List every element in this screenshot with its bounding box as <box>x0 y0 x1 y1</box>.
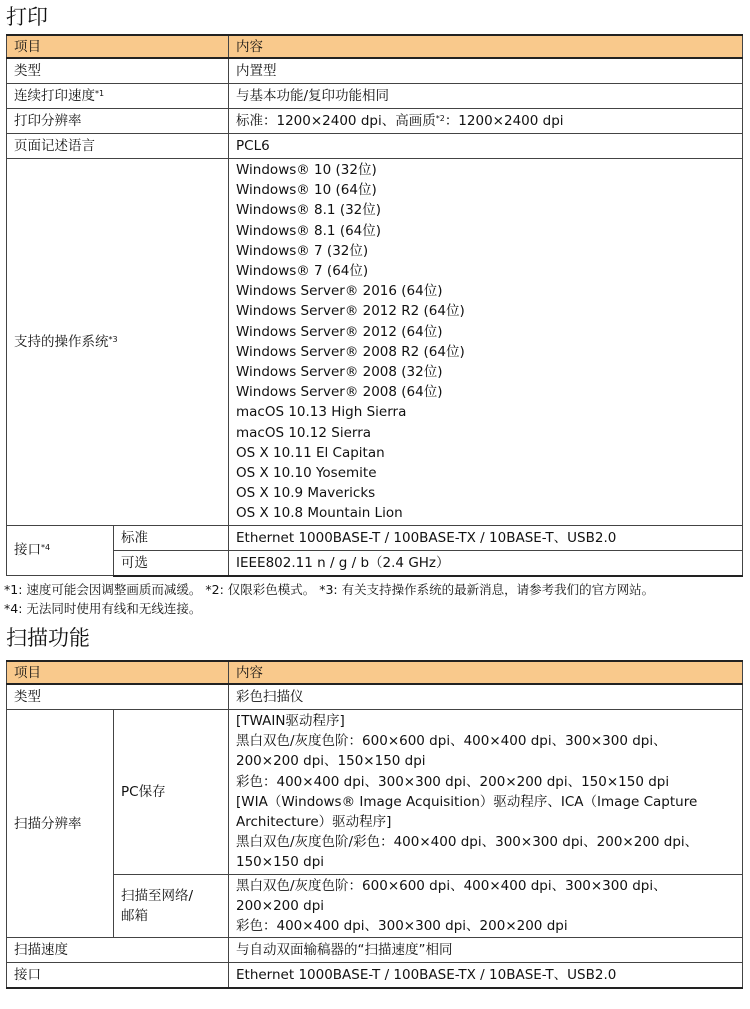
table-row <box>7 938 743 963</box>
pc-line: 150×150 dpi <box>236 854 325 871</box>
row-value-os <box>229 159 743 526</box>
pc-line: [WIA（Windows® Image Acquisition）驱动程序、ICA（Image Capture <box>236 793 698 810</box>
row-value-type: 内置型 <box>229 58 743 84</box>
row-label-speed: 扫描速度 <box>7 938 229 963</box>
os-item: Windows® 7 (32位) <box>236 242 369 259</box>
os-item: Windows Server® 2008 (64位) <box>236 384 443 401</box>
os-item: Windows Server® 2016 (64位) <box>236 283 443 300</box>
sub-label-optional: 可选 <box>114 550 229 576</box>
footnote-2: *4: 无法同时使用有线和无线连接。 <box>4 601 202 616</box>
table-row <box>7 159 743 526</box>
table-row <box>7 684 743 710</box>
os-item: Windows Server® 2012 (64位) <box>236 323 443 340</box>
net-line: 黑白双色/灰度色阶：600×600 dpi、400×400 dpi、300×300 dpi、 <box>236 877 667 894</box>
footnote-1: *1: 速度可能会因调整画质而减缓。 *2: 仅限彩色模式。 *3: 有关支持操作系统的最新消息，请参考我们的官方网站。 <box>4 582 655 597</box>
row-label-os: 支持的操作系统$^{*3}$ <box>7 159 229 526</box>
row-value-pdl: PCL6 <box>229 134 743 159</box>
table-row <box>7 874 743 938</box>
pc-line: 彩色：400×400 dpi、300×300 dpi、200×200 dpi、150×150 dpi <box>236 773 670 790</box>
row-value-pc <box>229 710 743 875</box>
os-item: macOS 10.13 High Sierra <box>236 404 407 421</box>
table-row <box>7 710 743 875</box>
pc-line: Architecture）驱动程序] <box>236 814 392 831</box>
row-value-type: 彩色扫描仪 <box>229 684 743 710</box>
row-label-interface: 接口$^{*4}$ <box>7 525 114 576</box>
header-content: 内容 <box>229 661 743 684</box>
pc-line: 黑白双色/灰度色阶：600×600 dpi、400×400 dpi、300×300 dpi、 <box>236 733 667 750</box>
header-item: 项目 <box>7 35 229 58</box>
table-row <box>7 84 743 109</box>
sub-label-network: 扫描至网络/ 邮箱 <box>114 874 229 938</box>
scan-spec-table <box>6 660 743 989</box>
row-value-interface: Ethernet 1000BASE-T / 100BASE-TX / 10BASE-T、USB2.0 <box>229 963 743 989</box>
os-item: OS X 10.9 Mavericks <box>236 485 376 502</box>
os-item: Windows Server® 2008 R2 (64位) <box>236 343 465 360</box>
row-label-pdl: 页面记述语言 <box>7 134 229 159</box>
os-item: Windows® 10 (64位) <box>236 182 377 199</box>
row-value-speed: 与自动双面输稿器的“扫描速度”相同 <box>229 938 743 963</box>
table-row <box>7 58 743 84</box>
table-row <box>7 525 743 550</box>
row-label-speed: 连续打印速度$^{*1}$ <box>7 84 229 109</box>
header-item: 项目 <box>7 661 229 684</box>
os-item: OS X 10.8 Mountain Lion <box>236 505 403 522</box>
table-header-row <box>7 35 743 58</box>
row-value-speed: 与基本功能/复印功能相同 <box>229 84 743 109</box>
row-label-type: 类型 <box>7 684 229 710</box>
os-item: Windows® 10 (32位) <box>236 162 377 178</box>
row-label-resolution: 扫描分辨率 <box>7 710 114 938</box>
os-item: Windows Server® 2012 R2 (64位) <box>236 303 465 320</box>
table-header-row <box>7 661 743 684</box>
table-row <box>7 134 743 159</box>
pc-line: 200×200 dpi、150×150 dpi <box>236 753 426 770</box>
print-section-title: 打印 <box>6 5 48 29</box>
net-line: 彩色：400×400 dpi、300×300 dpi、200×200 dpi <box>236 918 568 935</box>
table-row <box>7 550 743 576</box>
os-item: Windows® 8.1 (32位) <box>236 202 382 219</box>
row-label-interface: 接口 <box>7 963 229 989</box>
table-row <box>7 109 743 134</box>
os-item: Windows® 7 (64位) <box>236 263 369 280</box>
os-item: Windows Server® 2008 (32位) <box>236 364 443 381</box>
os-item: Windows® 8.1 (64位) <box>236 222 382 239</box>
scan-section-title: 扫描功能 <box>6 626 90 650</box>
pc-line: [TWAIN驱动程序] <box>236 713 345 729</box>
os-item: macOS 10.12 Sierra <box>236 424 372 441</box>
os-item: OS X 10.10 Yosemite <box>236 465 377 482</box>
net-line: 200×200 dpi <box>236 897 325 914</box>
row-label-type: 类型 <box>7 58 229 84</box>
sub-label-standard: 标准 <box>114 525 229 550</box>
row-value-interface-optional: IEEE802.11 n / g / b（2.4 GHz） <box>229 550 743 576</box>
sub-label-pc: PC保存 <box>114 710 229 875</box>
row-value-resolution: 标准：1200×2400 dpi、高画质$^{*2}$：1200×2400 dpi <box>229 109 743 134</box>
header-content: 内容 <box>229 35 743 58</box>
pc-line: 黑白双色/灰度色阶/彩色：400×400 dpi、300×300 dpi、200×200 dpi、 <box>236 834 699 851</box>
row-label-resolution: 打印分辨率 <box>7 109 229 134</box>
row-value-interface-standard: Ethernet 1000BASE-T / 100BASE-TX / 10BASE-T、USB2.0 <box>229 525 743 550</box>
row-value-network <box>229 874 743 938</box>
table-row <box>7 963 743 989</box>
print-spec-table <box>6 34 743 577</box>
os-item: OS X 10.11 El Capitan <box>236 444 385 461</box>
